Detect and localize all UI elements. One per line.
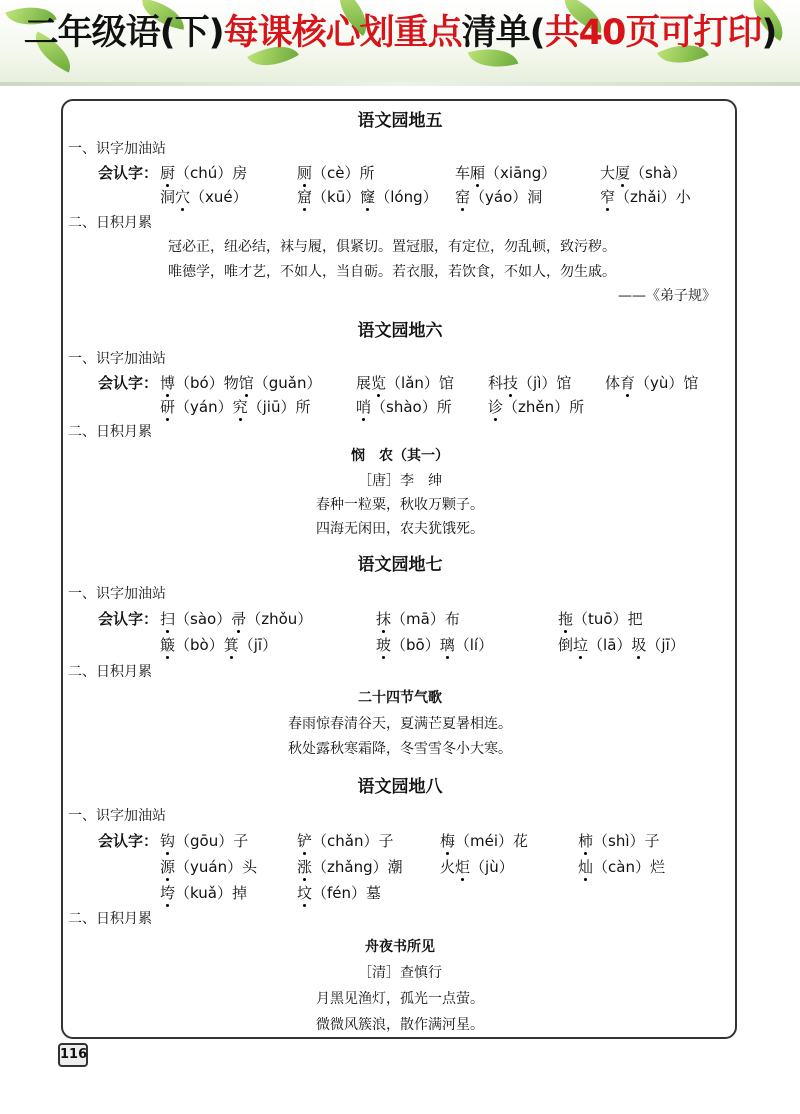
poem-title: 悯 农（其一） xyxy=(351,448,449,464)
word-entry: 簸（bò）箕（jī） xyxy=(160,636,278,654)
word-entry: 哨（shào）所 xyxy=(356,398,452,416)
section-title: 语文园地八 xyxy=(357,777,443,797)
word-entry: 钩（gōu）子 xyxy=(160,832,249,850)
word-entry: 车厢（xiāng） xyxy=(455,164,557,182)
poem-line: 春种一粒粟，秋收万颗子。 xyxy=(316,497,484,513)
word-label: 会认字： xyxy=(98,832,159,850)
word-entry: 厨（chú）房 xyxy=(160,164,248,182)
word-entry: 柿（shì）子 xyxy=(578,832,660,850)
section-heading: 一、识字加油站 xyxy=(68,141,166,157)
word-entry: 垮（kuǎ）掉 xyxy=(160,884,247,902)
poem-author: ［清］查慎行 xyxy=(358,965,442,981)
word-entry: 窑（yáo）洞 xyxy=(455,188,543,206)
word-entry: 大厦（shà） xyxy=(600,164,687,182)
word-entry: 玻（bō）璃（lí） xyxy=(376,636,494,654)
word-entry: 洞穴（xué） xyxy=(160,188,248,206)
section-heading: 一、识字加油站 xyxy=(68,351,166,367)
word-entry: 研（yán）究（jiū）所 xyxy=(160,398,311,416)
word-entry: 倒垃（lā）圾（jī） xyxy=(558,636,685,654)
section-title: 语文园地五 xyxy=(357,111,443,131)
word-entry: 厕（cè）所 xyxy=(297,164,375,182)
poem-line: 微微风簇浪，散作满河星。 xyxy=(316,1017,484,1033)
section-heading: 一、识字加油站 xyxy=(68,586,166,602)
section-heading: 二、日积月累 xyxy=(68,911,152,927)
word-entry: 源（yuán）头 xyxy=(160,858,258,876)
word-entry: 展览（lǎn）馆 xyxy=(356,374,454,392)
word-label: 会认字： xyxy=(98,164,159,182)
poem-title: 舟夜书所见 xyxy=(365,939,435,955)
word-entry: 诊（zhěn）所 xyxy=(488,398,585,416)
section-title: 语文园地六 xyxy=(357,321,443,341)
word-entry: 灿（càn）烂 xyxy=(578,858,665,876)
poem-author: ［唐］李 绅 xyxy=(358,473,442,489)
poem-title: 二十四节气歌 xyxy=(358,690,442,706)
page-title: 二年级语(下)每课核心划重点清单(共40页可打印) xyxy=(23,13,777,53)
word-entry: 博（bó）物馆（guǎn） xyxy=(160,374,322,392)
word-entry: 科技（jì）馆 xyxy=(488,374,572,392)
source-citation: ——《弟子规》 xyxy=(618,288,716,304)
word-entry: 涨（zhǎng）潮 xyxy=(297,858,403,876)
word-entry: 拖（tuō）把 xyxy=(558,610,643,628)
word-label: 会认字： xyxy=(98,374,159,392)
accumulation-line: 冠必正，纽必结，袜与履，俱紧切。置冠服，有定位，勿乱顿，致污秽。 xyxy=(168,239,616,255)
section-heading: 一、识字加油站 xyxy=(68,808,166,824)
word-entry: 铲（chǎn）子 xyxy=(297,832,394,850)
section-heading: 二、日积月累 xyxy=(68,215,152,231)
word-entry: 扫（sào）帚（zhǒu） xyxy=(160,610,313,628)
word-entry: 抹（mā）布 xyxy=(376,610,460,628)
page-number: 116 xyxy=(58,1043,88,1067)
section-title: 语文园地七 xyxy=(357,555,443,575)
word-entry: 体育（yù）馆 xyxy=(605,374,699,392)
word-entry: 窟（kū）窿（lóng） xyxy=(297,188,438,206)
section-heading: 二、日积月累 xyxy=(68,664,152,680)
section-heading: 二、日积月累 xyxy=(68,424,152,440)
word-entry: 窄（zhǎi）小 xyxy=(600,188,691,206)
accumulation-line: 唯德学，唯才艺，不如人，当自砺。若衣服，若饮食，不如人，勿生戚。 xyxy=(168,264,616,280)
poem-line: 四海无闲田，农夫犹饿死。 xyxy=(316,521,484,537)
header-banner xyxy=(0,0,800,86)
banner-divider xyxy=(0,82,800,86)
word-label: 会认字： xyxy=(98,610,159,628)
word-entry: 梅（méi）花 xyxy=(440,832,529,850)
word-entry: 坟（fén）墓 xyxy=(297,884,382,902)
poem-line: 秋处露秋寒霜降，冬雪雪冬小大寒。 xyxy=(288,741,512,757)
poem-line: 春雨惊春清谷天，夏满芒夏暑相连。 xyxy=(288,716,512,732)
word-entry: 火炬（jù） xyxy=(440,858,514,876)
poem-line: 月黑见渔灯，孤光一点萤。 xyxy=(316,991,484,1007)
